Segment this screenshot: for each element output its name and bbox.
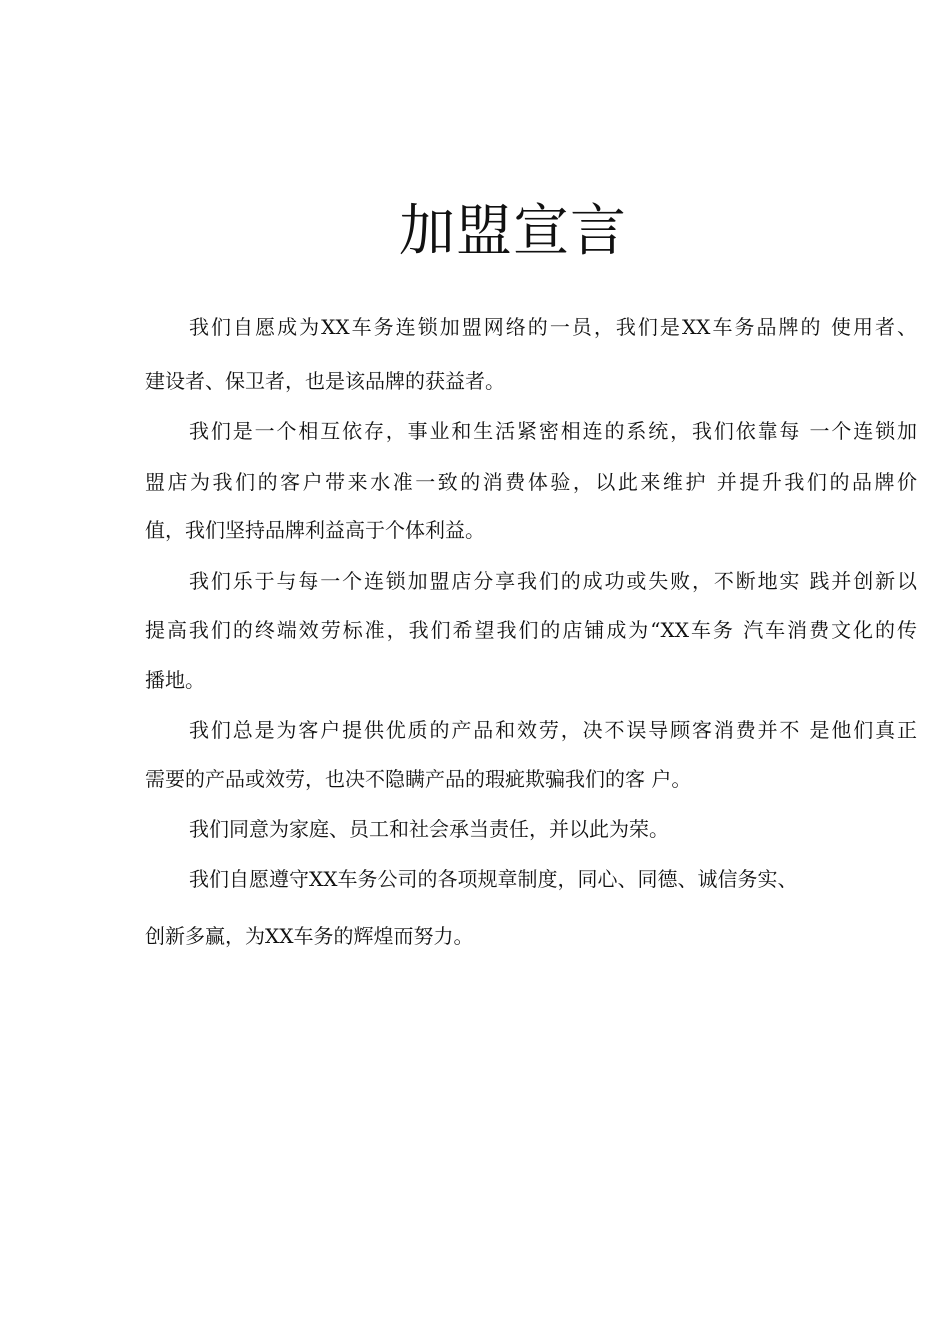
paragraph-line: 盟店为我们的客户带来水准一致的消费体验，以此来维护 并提升我们的品牌价 — [145, 470, 917, 494]
document-title: 加盟宣言 — [399, 199, 627, 264]
paragraph-line: 提高我们的终端效劳标准，我们希望我们的店铺成为“XX车务 汽车消费文化的传 — [145, 618, 917, 642]
paragraph-line: 需要的产品或效劳，也决不隐瞒产品的瑕疵欺骗我们的客 户。 — [145, 767, 692, 791]
paragraph-line: 我们乐于与每一个连锁加盟店分享我们的成功或失败，不断地实 践并创新以 — [189, 569, 917, 593]
paragraph-line: 我们总是为客户提供优质的产品和效劳，决不误导顾客消费并不 是他们真正 — [189, 718, 917, 742]
paragraph-line: 我们自愿遵守XX车务公司的各项规章制度，同心、同德、诚信务实、 — [189, 867, 798, 891]
paragraph-line: 播地。 — [145, 668, 205, 692]
paragraph-line: 我们同意为家庭、员工和社会承当责任，并以此为荣。 — [189, 817, 669, 841]
paragraph-line: 值，我们坚持品牌利益高于个体利益。 — [145, 518, 485, 542]
paragraph-line: 创新多赢，为XX车务的辉煌而努力。 — [145, 924, 474, 948]
paragraph-line: 我们是一个相互依存，事业和生活紧密相连的系统，我们依靠每 一个连锁加 — [189, 419, 917, 443]
paragraph-line: 建设者、保卫者，也是该品牌的获益者。 — [145, 369, 505, 393]
paragraph-line: 我们自愿成为XX车务连锁加盟网络的一员，我们是XX车务品牌的 使用者、 — [189, 315, 917, 339]
